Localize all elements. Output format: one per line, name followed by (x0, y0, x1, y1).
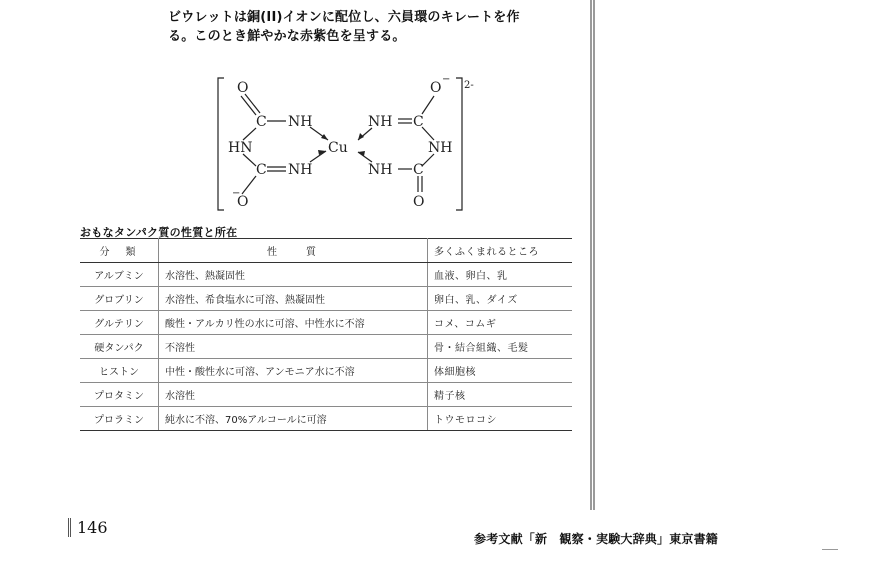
right-carbon-1: C (413, 114, 424, 130)
row-location: トウモロコシ (428, 407, 573, 431)
left-carbon-2: C (256, 162, 267, 178)
complex-charge: 2- (464, 80, 474, 91)
intro-line-2: る。このとき鮮やかな赤紫色を呈する。 (168, 29, 406, 44)
table-header-row (80, 239, 572, 263)
row-properties: 中性・酸性水に可溶、アンモニア水に不溶 (159, 359, 428, 383)
table-row (80, 311, 572, 335)
table-row (80, 263, 572, 287)
row-location: 精子核 (428, 383, 573, 407)
page-number: 146 (68, 518, 108, 537)
protein-properties-table (80, 238, 572, 431)
row-properties: 純水に不溶、70%アルコールに可溶 (159, 407, 428, 431)
intro-line-1: ビウレットは銅(II)イオンに配位し、六員環のキレートを作 (168, 10, 520, 25)
row-category: プロラミン (80, 407, 159, 431)
header-category: 分 類 (80, 239, 159, 263)
right-top-oxygen: O (430, 80, 442, 96)
left-hn: HN (228, 140, 253, 156)
right-nh-2: NH (368, 162, 393, 178)
row-location: 血液、卵白、乳 (428, 263, 573, 287)
row-category: ヒストン (80, 359, 159, 383)
right-nh-1: NH (368, 114, 393, 130)
row-category: グロブリン (80, 287, 159, 311)
right-oxygen-charge: − (442, 74, 451, 85)
reference-citation: 参考文献「新 観察・実験大辞典」東京書籍 (474, 532, 719, 546)
table-row (80, 335, 572, 359)
table-row (80, 383, 572, 407)
right-nh-middle: NH (428, 140, 453, 156)
row-location: 骨・結合組織、毛髪 (428, 335, 573, 359)
row-properties: 水溶性、熱凝固性 (159, 263, 428, 287)
left-oxygen-charge: − (232, 188, 241, 199)
row-properties: 不溶性 (159, 335, 428, 359)
row-location: コメ、コムギ (428, 311, 573, 335)
right-carbon-2: C (413, 162, 424, 178)
biuret-copper-complex-formula (200, 70, 500, 220)
intro-paragraph (168, 8, 548, 46)
table-row (80, 359, 572, 383)
row-category: 硬タンパク (80, 335, 159, 359)
structural-formula-drawing (200, 70, 500, 220)
header-location: 多くふくまれるところ (428, 239, 573, 263)
left-top-oxygen: O (237, 80, 249, 96)
page-edge-rule (590, 0, 595, 510)
row-location: 体細胞核 (428, 359, 573, 383)
corner-dash (822, 549, 838, 550)
right-bottom-oxygen: O (413, 194, 425, 210)
table-row (80, 287, 572, 311)
copper-atom: Cu (328, 140, 348, 156)
row-category: グルテリン (80, 311, 159, 335)
row-properties: 水溶性、希食塩水に可溶、熱凝固性 (159, 287, 428, 311)
row-properties: 水溶性 (159, 383, 428, 407)
table-title: おもなタンパク質の性質と所在 (80, 226, 238, 239)
table-row (80, 407, 572, 431)
row-category: アルブミン (80, 263, 159, 287)
row-category: プロタミン (80, 383, 159, 407)
row-properties: 酸性・アルカリ性の水に可溶、中性水に不溶 (159, 311, 428, 335)
left-nh-2: NH (288, 162, 313, 178)
left-nh-1: NH (288, 114, 313, 130)
left-carbon-1: C (256, 114, 267, 130)
header-properties: 性 質 (159, 239, 428, 263)
row-location: 卵白、乳、ダイズ (428, 287, 573, 311)
left-bottom-oxygen: O (237, 194, 249, 210)
